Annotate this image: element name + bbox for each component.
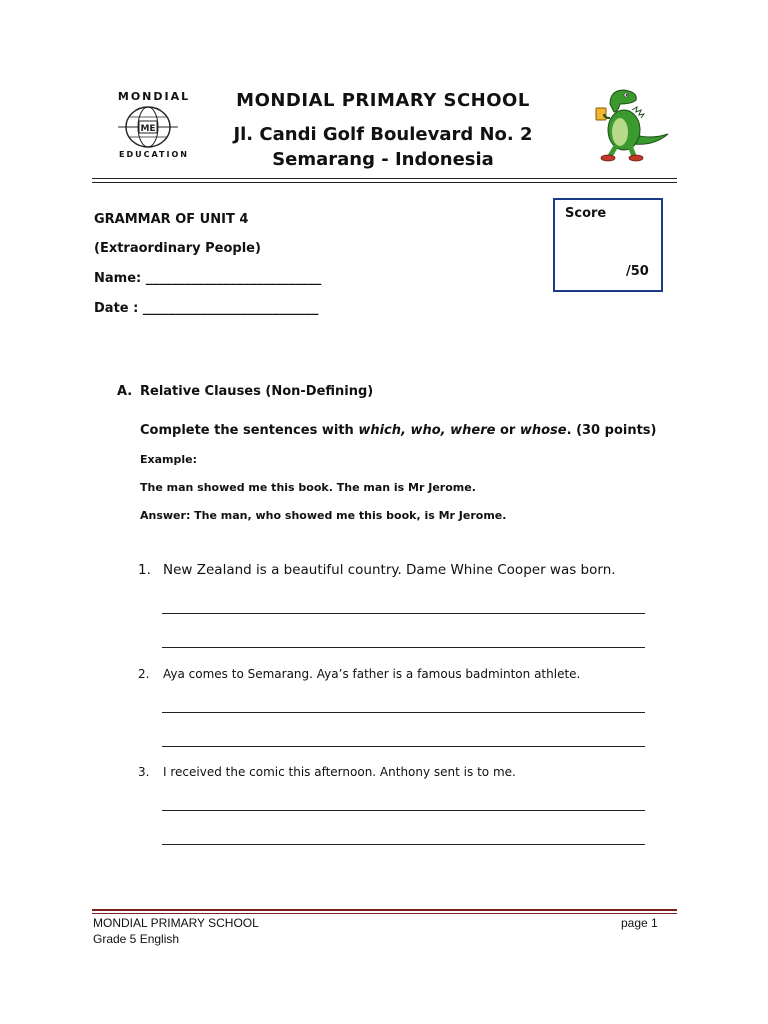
school-title: MONDIAL PRIMARY SCHOOL — [236, 90, 530, 111]
answer-line[interactable] — [162, 844, 645, 845]
logo-bottom-text: EDUCATION — [119, 150, 189, 159]
section-title: Relative Clauses (Non-Defining) — [140, 384, 374, 399]
answer-line[interactable] — [162, 712, 645, 713]
school-address-line1: Jl. Candi Golf Boulevard No. 2 — [233, 124, 533, 145]
score-label: Score — [565, 206, 607, 221]
answer-line[interactable] — [162, 746, 645, 747]
footer-divider — [92, 909, 677, 911]
question-number: 2. — [138, 667, 150, 681]
worksheet-subtitle: (Extraordinary People) — [94, 241, 261, 256]
question-text: I received the comic this afternoon. Anthony sent is to me. — [163, 765, 516, 779]
footer-page-number: page 1 — [621, 916, 658, 930]
example-sentence: The man showed me this book. The man is Mr Jerome. — [140, 481, 476, 494]
section-letter: A. — [117, 384, 133, 399]
instruction-words: which, who, where — [358, 423, 496, 438]
footer-school: MONDIAL PRIMARY SCHOOL — [93, 916, 259, 930]
question-number: 1. — [138, 562, 151, 578]
example-label: Example: — [140, 453, 197, 466]
question-number: 3. — [138, 765, 150, 779]
example-answer: Answer: The man, who showed me this book, is Mr Jerome. — [140, 509, 507, 522]
question-text: Aya comes to Semarang. Aya’s father is a famous badminton athlete. — [163, 667, 581, 681]
school-address-line2: Semarang - Indonesia — [272, 149, 494, 170]
name-field[interactable]: Name: ___________________________ — [94, 271, 322, 286]
worksheet-title: GRAMMAR OF UNIT 4 — [94, 212, 249, 227]
instruction-whose: whose — [519, 423, 567, 438]
header-divider — [92, 178, 677, 179]
instruction-start: Complete the sentences with — [140, 423, 359, 438]
answer-line[interactable] — [162, 810, 645, 811]
score-total: /50 — [626, 264, 649, 279]
date-field[interactable]: Date : ___________________________ — [94, 301, 319, 316]
section-instruction — [140, 423, 656, 438]
question-text: New Zealand is a beautiful country. Dame Whine Cooper was born. — [163, 562, 616, 578]
answer-line[interactable] — [162, 647, 645, 648]
instruction-or: or — [495, 423, 520, 438]
logo-top-text: MONDIAL — [117, 90, 191, 103]
answer-line[interactable] — [162, 613, 645, 614]
dinosaur-mascot-icon — [580, 82, 670, 164]
logo-mark-text: ME — [140, 124, 156, 134]
instruction-end: . (30 points) — [566, 423, 657, 438]
globe-logo-icon — [116, 104, 180, 150]
footer-grade: Grade 5 English — [93, 932, 180, 946]
footer-divider-secondary — [92, 913, 677, 914]
header-divider-secondary — [92, 182, 677, 183]
